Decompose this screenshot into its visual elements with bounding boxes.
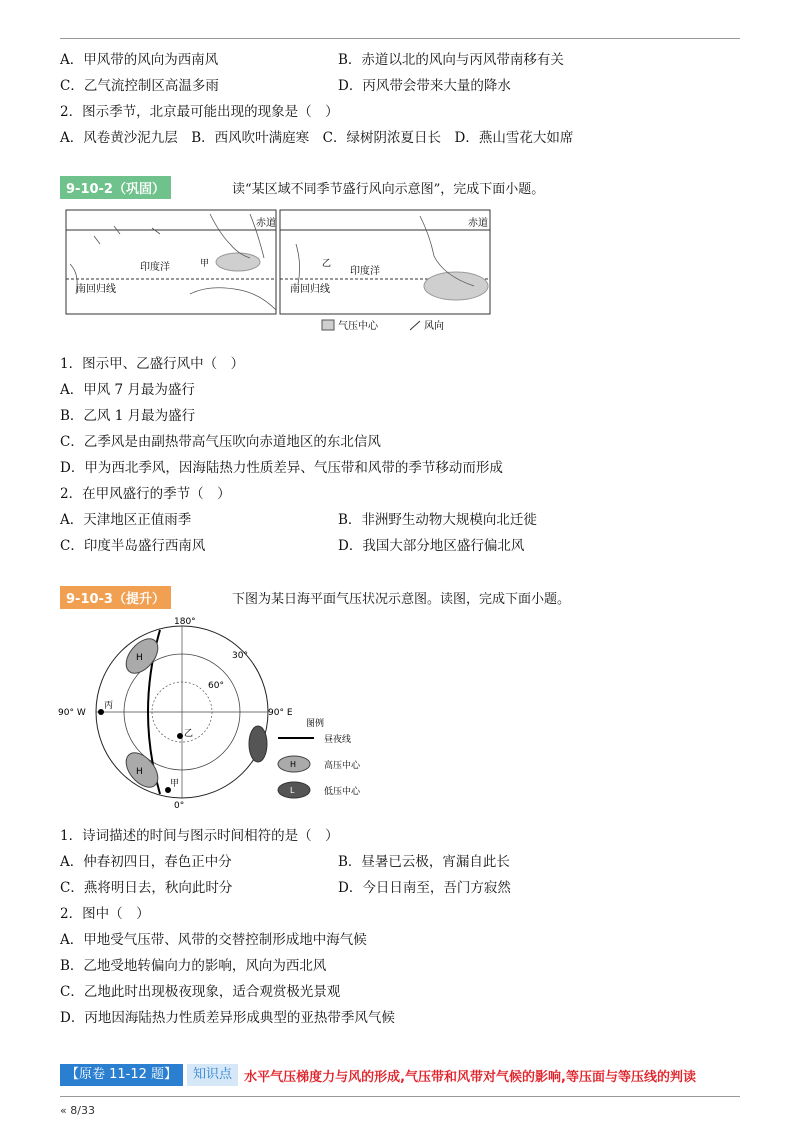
top-rule [60,38,740,39]
pressure-diagram [56,614,396,814]
yi-label: 乙 [322,259,332,269]
question-stem: 2．图中（ ） [60,906,150,922]
low-pressure-east [249,726,267,762]
pressure-legend-swatch [322,320,334,330]
deg0-label: 0° [174,801,185,811]
option-b: B．昼暑已云极，宵漏自此长 [338,854,510,870]
section-intro: 读“某区域不同季节盛行风向示意图”，完成下面小题。 [232,182,545,197]
option-b: B．赤道以北的风向与丙风带南移有关 [338,52,564,68]
equator-label-right: 赤道 [468,218,488,229]
section-intro: 下图为某日海平面气压状况示意图。读图，完成下面小题。 [232,592,571,607]
legend-low-letter: L [290,786,295,795]
legend-line-label: 昼夜线 [324,735,352,745]
question-stem: 1．图示甲、乙盛行风中（ ） [60,356,245,372]
jia-label: 甲 [200,259,210,269]
section-tag: 9-10-2（巩固） [60,176,171,199]
page-number [60,1104,95,1117]
yi-label: 乙 [184,729,194,739]
knowledge-label: 知识点 [187,1064,238,1086]
deg180-label: 180° [174,617,196,627]
e-label: 90° E [268,708,293,718]
question-options: A．风卷黄沙泥九层 B．西风吹叶满庭寒 C．绿树阴浓夏日长 D．燕山雪花大如席 [60,130,574,146]
deg60-label: 60° [208,681,224,691]
option-c: C．乙地此时出现极夜现象，适合观赏极光景观 [60,984,341,1000]
option-d: D．丙风带会带来大量的降水 [338,78,511,94]
question-stem: 1．诗词描述的时间与图示时间相符的是（ ） [60,828,339,844]
option-b: B．非洲野生动物大规模向北迁徙 [338,512,537,528]
legend-high-label: 高压中心 [324,761,361,771]
option-a: A．甲地受气压带、风带的交替控制形成地中海气候 [60,932,367,948]
page-mark: « [60,1104,67,1117]
knowledge-point-bar [60,1064,696,1086]
option-d: D．甲为西北季风，因海陆热力性质差异、气压带和风带的季节移动而形成 [60,460,503,476]
option-d: D．我国大部分地区盛行偏北风 [338,538,525,554]
ocean-label-left: 印度洋 [140,262,170,273]
wind-legend-arrow [410,321,420,330]
option-c: C．燕将明日去，秋向此时分 [60,880,233,896]
tropic-label-right: 南回归线 [290,284,330,295]
option-d: D．今日日南至，吾门方寂然 [338,880,511,896]
knowledge-topic: 水平气压梯度力与风的形成,气压带和风带对气候的影响,等压面与等压线的判读 [244,1069,696,1085]
option-c: C．乙季风是由副热带高气压吹向赤道地区的东北信风 [60,434,381,450]
option-d: D．丙地因海陆热力性质差异形成典型的亚热带季风气候 [60,1010,395,1026]
page-number-text: 8/33 [70,1104,95,1117]
legend-title: 图例 [306,719,325,729]
bing-label: 丙 [104,701,114,711]
deg30-label: 30° [232,651,248,661]
option-b: B．乙风 1 月最为盛行 [60,408,196,424]
option-a: A．仲春初四日，春色正中分 [60,854,232,870]
option-a: A．甲风 7 月最为盛行 [60,382,195,398]
option-c: C．乙气流控制区高温多雨 [60,78,219,94]
jia-label: 甲 [170,779,180,789]
option-b: B．乙地受地转偏向力的影响，风向为西北风 [60,958,327,974]
high-label-north: H [136,653,143,663]
high-label-south: H [136,767,143,777]
question-stem: 2．图示季节，北京最可能出现的现象是（ ） [60,104,339,120]
section-tag: 9-10-3（提升） [60,586,171,609]
option-a: A．甲风带的风向为西南风 [60,52,219,68]
bottom-rule [60,1096,740,1097]
ocean-label-right: 印度洋 [350,266,380,277]
legend-low-label: 低压中心 [324,787,361,797]
yi-point [177,733,183,739]
wind-legend-label: 风向 [424,321,444,332]
w-label: 90° W [58,708,86,718]
question-stem: 2．在甲风盛行的季节（ ） [60,486,231,502]
pressure-legend-label: 气压中心 [338,321,378,332]
equator-label-left: 赤道 [256,218,276,229]
tropic-label-left: 南回归线 [76,284,116,295]
option-c: C．印度半岛盛行西南风 [60,538,206,554]
legend-high-letter: H [290,760,297,769]
monsoon-map [60,204,500,344]
option-a: A．天津地区正值雨季 [60,512,192,528]
source-label: 【原卷 11-12 题】 [60,1064,183,1086]
